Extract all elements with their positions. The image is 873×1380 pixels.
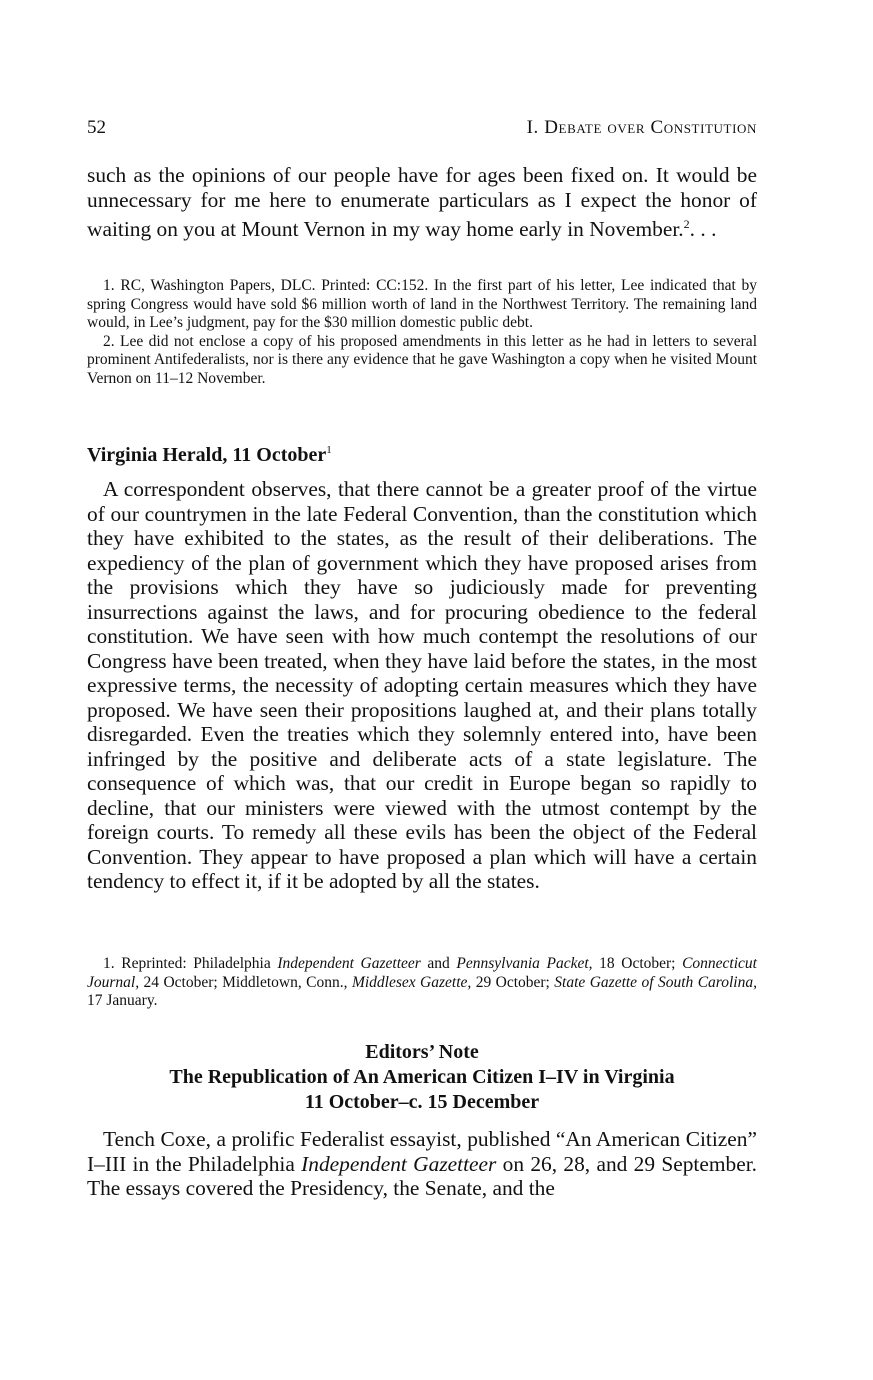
herald-footnote: 1. Reprinted: Philadelphia Independent Gazetteer and Pennsylvania Packet, 18 October; Connecticut Journal, 24 October; Middletown, Conn., Middlesex Gazette, 29 October; State Gazette of South Carolina, 17 January.: [87, 955, 757, 1009]
editors-note-title: The Republication of An American Citizen I–IV in Virginia: [169, 1066, 675, 1088]
lee-letter-text: such as the opinions of our people have for ages been fixed on. It would be unnecessary for me here to enumerate particulars as I expect the honor of waiting on you at Mount Vernon in my way home early in November.$^2$. . .: [87, 163, 757, 242]
footnote-item: 1. RC, Washington Papers, DLC. Printed: CC:152. In the first part of his letter, Lee indicated that by spring Congress would have sold $6 million worth of land in the Northwest Territory. The remaining land would, in Lee’s judgment, pay for the $30 million domestic public debt.: [87, 277, 757, 331]
section-heading: Virginia Herald, 11 October$^1$: [87, 444, 332, 466]
running-head: I. Debate over Constitution: [526, 117, 757, 138]
editors-note-dates: 11 October–c. 15 December: [304, 1091, 540, 1113]
note-marker: 2: [683, 217, 690, 231]
footnote-item: 2. Lee did not enclose a copy of his proposed amendments in this letter as he had in letters to several prominent Antifederalists, nor is there any evidence that he gave Washington a copy when he visited Mount Vernon on 11–12 November.: [87, 332, 757, 387]
lee-letter-footnotes: [87, 277, 757, 388]
editors-note-label: Editors’ Note: [365, 1041, 479, 1063]
editors-note-heading: [87, 1040, 757, 1115]
herald-body: A correspondent observes, that there cannot be a greater proof of the virtue of our countrymen in the late Federal Convention, than the constitution which they have exhibited to the states, as the result of their deliberations. The expediency of the plan of government which they have proposed arises from the provisions which they have so judiciously made for preventing insurrections against the laws, and for procuring obedience to the federal constitution. We have seen with how much contempt the resolutions of our Congress have been treated, when they have laid before the states, in the most expressive terms, the necessity of adopting certain measures which they have proposed. We have seen their propositions laughed at, and their plans totally disregarded. Even the treaties which they solemnly entered into, have been infringed by the positive and deliberate acts of a state legislature. The consequence of which was, that our credit in Europe began so rapidly to decline, that our ministers were viewed with the utmost contempt by the foreign courts. To remedy all these evils has been the object of the Federal Convention. They appear to have proposed a plan which will have a certain tendency to effect it, if it be adopted by all the states.: [87, 477, 757, 893]
editors-note-body: Tench Coxe, a prolific Federalist essayist, published “An American Citizen” I–III in the Philadelphia Independent Gazetteer on 26, 28, and 29 September. The essays covered the Presidency, the Senate, and the: [87, 1127, 757, 1200]
page-number: 52: [87, 117, 106, 138]
heading-note-marker: 1: [326, 444, 332, 456]
